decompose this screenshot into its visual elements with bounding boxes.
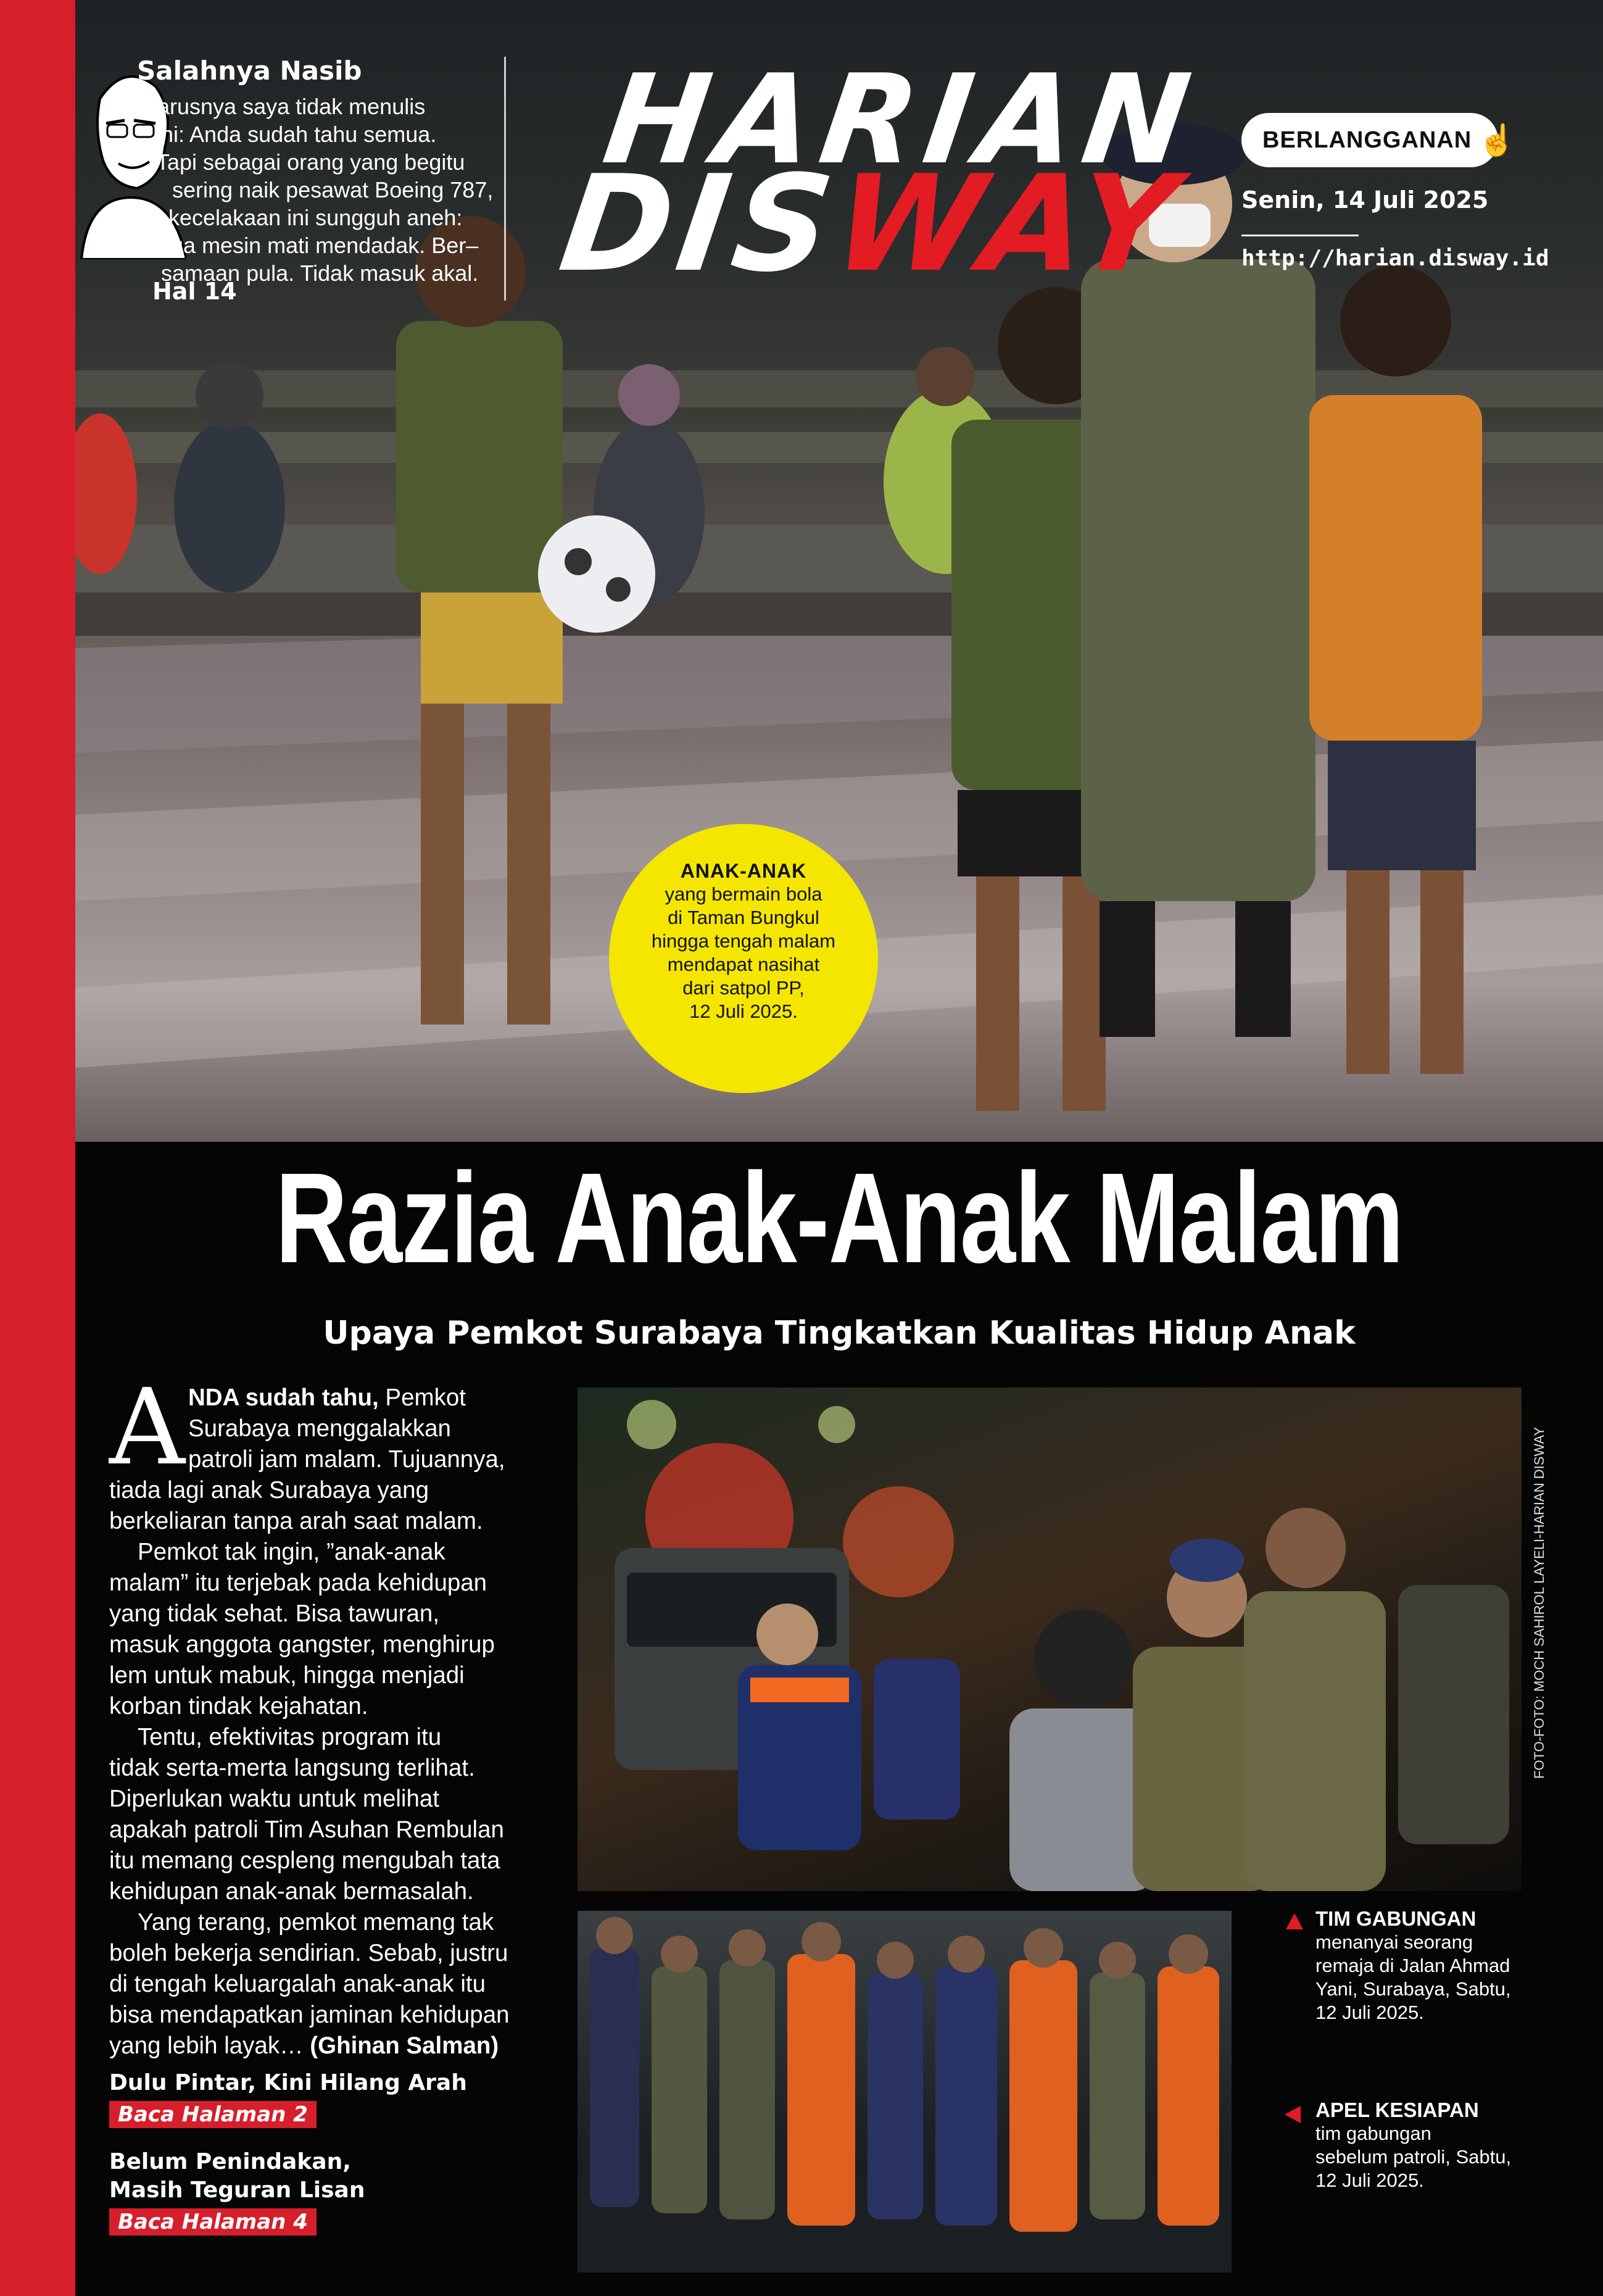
article-line: itu memang cespleng mengubah tata (109, 1847, 500, 1874)
website-url[interactable]: http://harian.disway.id (1241, 246, 1549, 271)
article-line (109, 1383, 621, 1413)
masthead-logo-top: HARIAN (595, 48, 1207, 192)
caption-title: TIM GABUNGAN (1315, 1907, 1477, 1930)
subheadline: Upaya Pemkot Surabaya Tingkatkan Kualitas Hidup Anak (323, 1315, 1356, 1352)
article-body (109, 1383, 621, 2061)
column-line: sering naik pesawat Boeing 787, (172, 177, 494, 202)
article-line: apakah patroli Tim Asuhan Rembulan (109, 1816, 504, 1843)
column-line: dua mesin mati mendadak. Ber– (159, 233, 479, 258)
caption-line: sebelum patroli, Sabtu, (1315, 2146, 1512, 2168)
caption-line: menanyai seorang (1315, 1931, 1473, 1953)
article-line: boleh bekerja sendirian. Sebab, justru (109, 1940, 508, 1966)
hero-caption-line: yang bermain bola (665, 883, 822, 905)
photo-patrol-illustration (578, 1387, 1522, 1891)
caption-tim-gabungan (1315, 1907, 1511, 2024)
drop-cap: A (109, 1366, 185, 1489)
caption-line: remaja di Jalan Ahmad (1315, 1955, 1510, 1976)
column-line: Tapi sebagai orang yang begitu (156, 149, 465, 175)
hero-caption-line: mendapat nasihat (667, 954, 820, 975)
caption-apel-kesiapan (1315, 2098, 1511, 2192)
article-line (109, 2031, 621, 2061)
photo-patrol-night (578, 1387, 1522, 1891)
left-red-bar (0, 0, 75, 2296)
hero-caption-line: 12 Juli 2025. (689, 1000, 798, 1022)
caption-arrow-up-icon (1286, 1913, 1303, 1929)
article-line: yang tidak sehat. Bisa tawuran, (109, 1600, 440, 1627)
headline: Razia Anak-Anak Malam (275, 1147, 1403, 1290)
related-title: Masih Teguran Lisan (109, 2177, 365, 2203)
pointer-hand-icon: ☝ (1478, 122, 1517, 157)
date-rule (1241, 235, 1359, 236)
article-line: Tentu, efektivitas program itu (138, 1724, 442, 1750)
photo-credit-text: FOTO-FOTO: MOCH SAHIROL LAYELI-HARIAN DISWAY (1531, 1426, 1547, 1779)
logo-dis: DIS (552, 146, 847, 301)
article-line: patroli jam malam. Tujuannya, (188, 1446, 505, 1473)
column-title: Salahnya Nasib (137, 56, 362, 86)
issue-date: Senin, 14 Juli 2025 (1241, 186, 1489, 214)
subscribe-button[interactable] (1241, 113, 1517, 167)
article-byline: (Ghinan Salman) (310, 2032, 499, 2059)
article-line: Pemkot tak ingin, ”anak-anak (138, 1539, 445, 1565)
hero-caption-title: ANAK-ANAK (680, 860, 807, 882)
caption-line: Yani, Surabaya, Sabtu, (1315, 1978, 1511, 2000)
column-page-ref[interactable]: Hal 14 (152, 278, 237, 305)
related-title: Belum Penindakan, (109, 2149, 351, 2174)
article-line: lem untuk mabuk, hingga menjadi (109, 1662, 465, 1689)
article-line: bisa mendapatkan jaminan kehidupan (109, 2002, 510, 2028)
related-title: Dulu Pintar, Kini Hilang Arah (109, 2070, 467, 2095)
article-last-text: yang lebih layak… (109, 2032, 310, 2059)
read-more-link[interactable]: Baca Halaman 4 (109, 2208, 317, 2236)
article-line: di tengah keluargalah anak-anak itu (109, 1971, 486, 1997)
article-line: Yang terang, pemkot memang tak (138, 1909, 494, 1936)
article-line: tiada lagi anak Surabaya yang (109, 1477, 429, 1504)
hero-caption-line: di Taman Bungkul (668, 907, 819, 928)
read-more-link[interactable]: Baca Halaman 2 (109, 2101, 317, 2128)
column-line: ini: Anda sudah tahu semua. (156, 122, 437, 147)
caption-line: 12 Juli 2025. (1315, 2169, 1424, 2191)
column-line: Harusnya saya tidak menulis (141, 94, 426, 119)
column-line: samaan pula. Tidak masuk akal. (161, 260, 479, 286)
article-line: tidak serta-merta langsung terlihat. (109, 1755, 475, 1781)
hero-caption-line: hingga tengah malam (651, 930, 836, 952)
photo-apel (578, 1911, 1232, 2273)
subscribe-label: BERLANGGANAN (1262, 127, 1472, 153)
column-line: kecelakaan ini sungguh aneh: (168, 205, 463, 230)
article-lead-rest: Pemkot (378, 1384, 466, 1411)
caption-arrow-left-icon (1285, 2106, 1301, 2123)
article-line: masuk anggota gangster, menghirup (109, 1631, 495, 1658)
article-line: Diperlukan waktu untuk melihat (109, 1786, 439, 1812)
article-line: korban tindak kejahatan. (109, 1693, 368, 1720)
article-line: kehidupan anak-anak bermasalah. (109, 1878, 474, 1905)
logo-way: WAY (825, 146, 1191, 301)
related-story-1 (109, 2069, 467, 2128)
masthead-logo-bottom (552, 146, 1191, 301)
caption-line: tim gabungan (1315, 2123, 1431, 2144)
hero-caption-line: dari satpol PP, (682, 977, 805, 999)
photo-apel-illustration (578, 1911, 1232, 2273)
caption-title: APEL KESIAPAN (1315, 2098, 1479, 2121)
article-line: malam” itu terjebak pada kehidupan (109, 1570, 487, 1596)
related-story-2 (109, 2148, 365, 2236)
hero-caption-circle (609, 824, 878, 1093)
column-teaser (134, 93, 516, 287)
article-line: berkeliaran tanpa arah saat malam. (109, 1508, 483, 1534)
article-lead-bold: NDA sudah tahu, (188, 1384, 379, 1411)
front-page (75, 0, 1603, 2296)
article-line: Surabaya menggalakkan (188, 1415, 451, 1442)
caption-line: 12 Juli 2025. (1315, 2002, 1424, 2023)
photo-credit (1531, 1384, 1550, 1779)
